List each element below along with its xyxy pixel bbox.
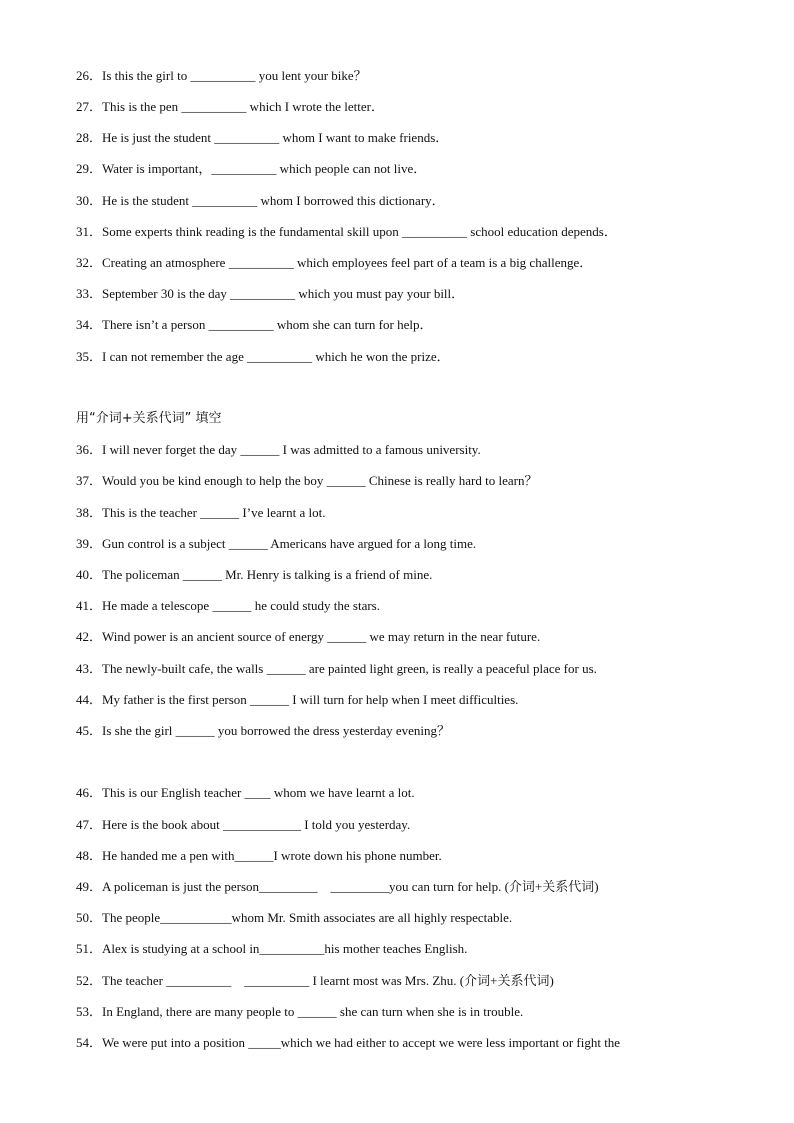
question-52: 52．The teacher __________ __________ I learnt most was Mrs. Zhu. (介词+关系代词) (76, 973, 554, 988)
question-54: 54．We were put into a position _____which we had either to accept we were less important or fight the (76, 1035, 621, 1050)
question-41: 41．He made a telescope ______ he could study the stars. (76, 598, 380, 613)
question-42: 42．Wind power is an ancient source of energy ______ we may return in the near future. (76, 629, 541, 644)
question-26: 26．Is this the girl to __________ you lent your bike？ (76, 68, 367, 83)
question-51: 51．Alex is studying at a school in__________his mother teaches English. (76, 941, 468, 956)
question-35: 35．I can not remember the age __________ which he won the prize． (76, 349, 450, 364)
question-49: 49．A policeman is just the person_________ _________you can turn for help. (介词+关系代词) (76, 879, 599, 894)
question-29: 29．Water is important，__________ which people can not live． (76, 161, 427, 176)
question-27: 27．This is the pen __________ which I wrote the letter． (76, 99, 384, 114)
question-46: 46．This is our English teacher ____ whom we have learnt a lot. (76, 785, 415, 800)
question-48: 48．He handed me a pen with______I wrote down his phone number. (76, 848, 442, 863)
question-32: 32．Creating an atmosphere __________ which employees feel part of a team is a big challenge． (76, 255, 593, 270)
question-30: 30．He is the student __________ whom I borrowed this dictionary． (76, 193, 445, 208)
question-39: 39．Gun control is a subject ______ Americans have argued for a long time. (76, 536, 477, 551)
question-40: 40．The policeman ______ Mr. Henry is talking is a friend of mine. (76, 567, 433, 582)
question-37: 37．Would you be kind enough to help the boy ______ Chinese is really hard to learn？ (76, 473, 538, 488)
question-47: 47．Here is the book about ____________ I told you yesterday. (76, 817, 411, 832)
question-33: 33．September 30 is the day __________ which you must pay your bill． (76, 286, 465, 301)
question-38: 38．This is the teacher ______ I’ve learnt a lot. (76, 505, 326, 520)
question-28: 28．He is just the student __________ whom I want to make friends． (76, 130, 449, 145)
question-34: 34．There isn’t a person __________ whom she can turn for help． (76, 317, 433, 332)
question-43: 43．The newly-built cafe, the walls ______ are painted light green, is really a peaceful place for us. (76, 661, 597, 676)
question-45: 45．Is she the girl ______ you borrowed the dress yesterday evening？ (76, 723, 451, 738)
question-50: 50．The people___________whom Mr. Smith associates are all highly respectable. (76, 910, 513, 925)
section-title: 用“介词+关系代词” 填空 (76, 411, 222, 426)
question-44: 44．My father is the first person ______ I will turn for help when I meet difficulties. (76, 692, 519, 707)
question-36: 36．I will never forget the day ______ I was admitted to a famous university. (76, 442, 481, 457)
question-31: 31．Some experts think reading is the fundamental skill upon __________ school education depends． (76, 224, 617, 239)
question-53: 53．In England, there are many people to ______ she can turn when she is in trouble. (76, 1004, 524, 1019)
